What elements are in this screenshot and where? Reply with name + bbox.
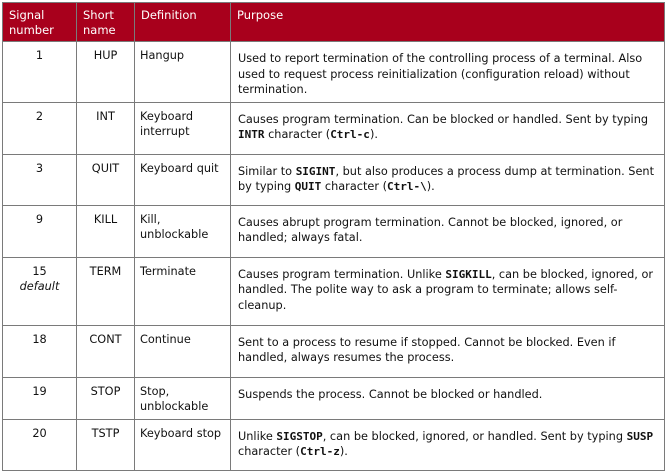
signal-default-tag: default bbox=[19, 280, 60, 293]
signal-number-cell bbox=[3, 205, 77, 257]
table-header bbox=[3, 3, 665, 42]
purpose-text: character ( bbox=[321, 180, 387, 193]
signal-number: 18 bbox=[32, 332, 47, 346]
signal-short-name: CONT bbox=[77, 325, 135, 377]
signal-row-term bbox=[3, 257, 665, 325]
purpose-text: Unlike bbox=[238, 429, 277, 443]
signal-purpose bbox=[231, 419, 665, 470]
purpose-code: SIGKILL bbox=[445, 267, 492, 281]
header-short-name: Short name bbox=[77, 3, 135, 42]
table-body bbox=[3, 42, 665, 471]
purpose-text: Similar to bbox=[238, 164, 296, 178]
purpose-code: QUIT bbox=[294, 180, 322, 193]
purpose-code: Ctrl-z bbox=[300, 445, 340, 458]
signal-number-cell bbox=[3, 257, 77, 325]
header-row bbox=[3, 3, 665, 42]
signal-short-name: KILL bbox=[77, 205, 135, 257]
purpose-text: ). bbox=[426, 180, 435, 193]
purpose-text: Causes program termination. Can be blocked or handled. Sent by typing bbox=[238, 112, 649, 126]
signal-purpose bbox=[231, 154, 665, 205]
signal-row-cont bbox=[3, 325, 665, 377]
signal-definition: Keyboard interrupt bbox=[135, 102, 231, 154]
purpose-text: , but also produces a process dump at termination. Sent by typing bbox=[238, 164, 655, 193]
purpose-text: Causes abrupt program termination. Cannot be blocked, ignored, or handled; always fatal. bbox=[238, 215, 623, 244]
signal-number-cell bbox=[3, 419, 77, 470]
signal-definition: Keyboard stop bbox=[135, 419, 231, 470]
signal-definition: Hangup bbox=[135, 42, 231, 103]
signal-definition: Kill, unblockable bbox=[135, 205, 231, 257]
signal-number-cell bbox=[3, 42, 77, 103]
signal-table bbox=[2, 2, 665, 471]
signal-definition: Stop, unblockable bbox=[135, 377, 231, 419]
signal-short-name: TERM bbox=[77, 257, 135, 325]
signal-short-name: HUP bbox=[77, 42, 135, 103]
header-purpose: Purpose bbox=[231, 3, 665, 42]
signal-short-name: INT bbox=[77, 102, 135, 154]
header-signal-number: Signal number bbox=[3, 3, 77, 42]
purpose-text: ). bbox=[369, 128, 378, 141]
header-definition: Definition bbox=[135, 3, 231, 42]
purpose-text: Used to report termination of the controlling process of a terminal. Also used to request process reinitialization (configuration reload) without termination. bbox=[238, 52, 643, 96]
purpose-code: SIGINT bbox=[295, 164, 336, 178]
purpose-text: Suspends the process. Cannot be blocked or handled. bbox=[238, 387, 543, 401]
signal-number: 20 bbox=[32, 426, 47, 440]
purpose-code: INTR bbox=[238, 128, 265, 141]
purpose-code: Ctrl-\ bbox=[386, 180, 427, 193]
purpose-text: Sent to a process to resume if stopped. Cannot be blocked. Even if handled, always resumes the process. bbox=[238, 335, 616, 364]
purpose-text: , can be blocked, ignored, or handled. The polite way to ask a program to terminate; allows self-cleanup. bbox=[238, 267, 654, 312]
signal-number-cell bbox=[3, 325, 77, 377]
signal-short-name: STOP bbox=[77, 377, 135, 419]
signal-number-cell bbox=[3, 377, 77, 419]
signal-number-cell bbox=[3, 154, 77, 205]
purpose-code: Ctrl-c bbox=[330, 128, 370, 141]
signal-definition: Terminate bbox=[135, 257, 231, 325]
signal-row-kill bbox=[3, 205, 665, 257]
signal-number: 15 bbox=[32, 264, 47, 278]
signal-number: 2 bbox=[35, 109, 44, 123]
signal-number: 19 bbox=[32, 384, 47, 398]
signal-row-quit bbox=[3, 154, 665, 205]
purpose-text: Causes program termination. Unlike bbox=[238, 267, 446, 281]
signal-row-hup bbox=[3, 42, 665, 103]
purpose-text: , can be blocked, ignored, or handled. Sent by typing bbox=[322, 429, 627, 443]
signal-definition: Continue bbox=[135, 325, 231, 377]
signal-purpose bbox=[231, 377, 665, 419]
purpose-code: SUSP bbox=[626, 429, 654, 443]
signal-number: 1 bbox=[35, 49, 44, 62]
purpose-text: character ( bbox=[238, 445, 301, 458]
signal-purpose bbox=[231, 325, 665, 377]
signal-number: 3 bbox=[35, 161, 44, 175]
signal-row-int bbox=[3, 102, 665, 154]
signal-number: 9 bbox=[35, 212, 44, 226]
signal-number-cell bbox=[3, 102, 77, 154]
signal-purpose bbox=[231, 205, 665, 257]
signal-row-tstp bbox=[3, 419, 665, 470]
signal-purpose bbox=[231, 42, 665, 103]
signal-short-name: TSTP bbox=[77, 419, 135, 470]
purpose-code: SIGSTOP bbox=[276, 429, 323, 443]
signal-purpose bbox=[231, 257, 665, 325]
signal-purpose bbox=[231, 102, 665, 154]
signal-definition: Keyboard quit bbox=[135, 154, 231, 205]
signal-short-name: QUIT bbox=[77, 154, 135, 205]
purpose-text: character ( bbox=[264, 128, 331, 141]
purpose-text: ). bbox=[339, 445, 348, 458]
signal-row-stop bbox=[3, 377, 665, 419]
